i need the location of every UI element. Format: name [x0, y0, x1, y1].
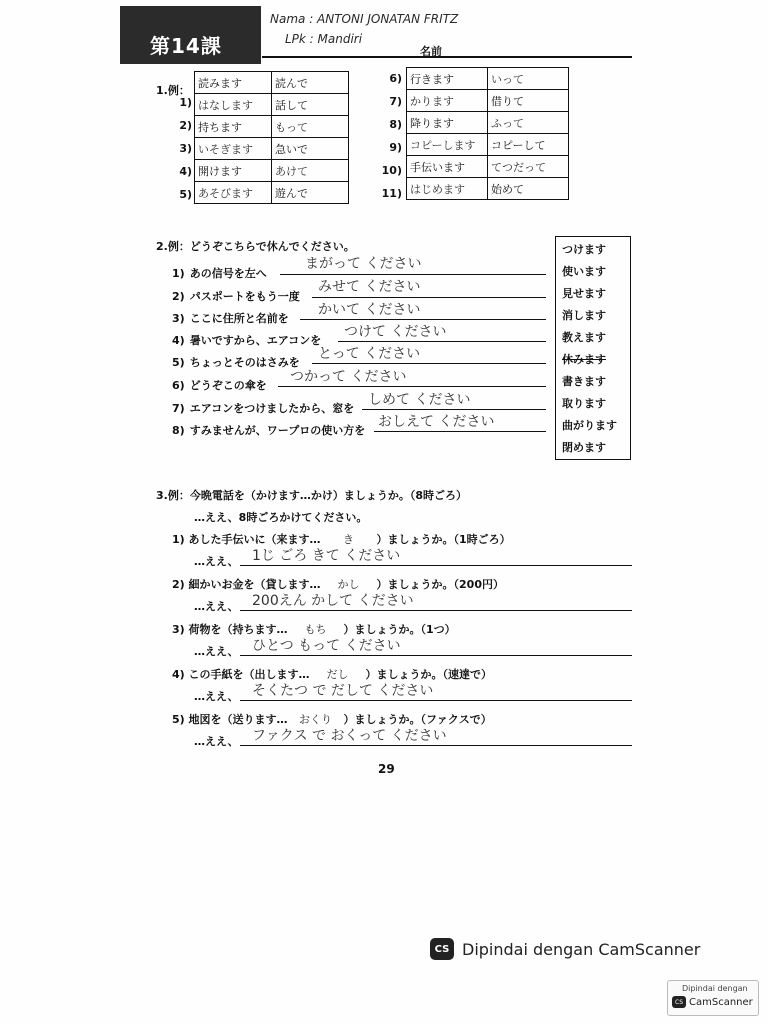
page-number: 29 [378, 762, 395, 776]
answer-prefix: …ええ、 [194, 600, 239, 613]
section2-item [172, 351, 300, 370]
grid-cell: いそぎます [195, 138, 272, 160]
item-number: 3) [172, 623, 185, 636]
item-prompt: ちょっとそのはさみを [189, 356, 300, 369]
section1-right-numbers [368, 72, 402, 210]
section1-label: 1.例： [156, 84, 190, 97]
verb-item: 閉めます [562, 441, 606, 454]
question-pre: この手紙を（出します… [188, 668, 310, 681]
row-number: 6) [389, 72, 402, 85]
question-pre: あした手伝いに（来ます… [188, 533, 321, 546]
item-number: 2) [172, 290, 185, 303]
grid-cell: 持ちます [195, 116, 272, 138]
answer-prefix: …ええ、 [194, 735, 239, 748]
grid-cell: いって [488, 68, 569, 90]
table-row [195, 116, 349, 138]
item-prompt: ここに住所と名前を [189, 312, 289, 325]
grid-cell: 急いで [272, 138, 349, 160]
answer-line [312, 363, 546, 364]
question-pre: 地図を（送ります… [188, 713, 288, 726]
table-row [195, 138, 349, 160]
verb-item: 書きます [562, 375, 606, 388]
row-number: 1) [179, 96, 192, 109]
answer-line [240, 700, 632, 701]
answer-line [240, 610, 632, 611]
handwritten-answer: まがって ください [305, 256, 422, 272]
handwritten-answer: とって ください [318, 346, 421, 362]
camscanner-watermark [430, 938, 700, 960]
handwritten-answer: 1じ ごろ きて ください [252, 548, 401, 564]
handwritten-fill: かし [337, 578, 360, 591]
handwritten-answer: かいて ください [318, 302, 421, 318]
item-number: 5) [172, 356, 185, 369]
grid-cell: あそびます [195, 182, 272, 204]
verb-item-struck: 休みます [562, 353, 606, 366]
item-number: 2) [172, 578, 185, 591]
table-row [195, 182, 349, 204]
table-row [195, 72, 349, 94]
row-number: 10) [381, 164, 402, 177]
handwritten-fill: き [343, 533, 355, 546]
section2-item [172, 419, 365, 438]
section3-example-question: 3.例：今晩電話を（かけます…かけ）ましょうか。（8時ごろ） [156, 489, 467, 502]
handwritten-answer: つかって ください [290, 369, 407, 385]
question-pre: 荷物を（持ちます… [188, 623, 288, 636]
row-number: 9) [389, 141, 402, 154]
name-label: 名前 [420, 45, 442, 58]
question-pre: 細かいお金を（貸します… [188, 578, 321, 591]
grid-cell: 遊んで [272, 182, 349, 204]
table-row [195, 94, 349, 116]
question-post: ）ましょうか。（1つ） [343, 623, 456, 636]
item-number: 1) [172, 533, 185, 546]
table-row [195, 160, 349, 182]
item-prompt: 暑いですから、エアコンを [189, 334, 322, 347]
question-post: ）ましょうか。（ファクスで） [343, 713, 492, 726]
question-post: ）ましょうか。（1時ごろ） [376, 533, 511, 546]
lesson-title: 第14課 [150, 34, 222, 58]
section1-right-grid [406, 67, 569, 200]
verb-item: 見せます [562, 287, 606, 300]
grid-cell: コピーします [407, 134, 488, 156]
handwritten-answer: そくたつ で だして ください [252, 683, 434, 699]
section2-item [172, 262, 267, 281]
grid-cell: てつだって [488, 156, 569, 178]
verb-item: 教えます [562, 331, 606, 344]
handwritten-name: Nama : ANTONI JONATAN FRITZ [270, 12, 459, 26]
answer-line [278, 386, 546, 387]
handwritten-answer: ファクス で おくって ください [252, 728, 447, 744]
grid-cell: 借りて [488, 90, 569, 112]
item-prompt: パスポートをもう一度 [189, 290, 300, 303]
grid-cell: 始めて [488, 178, 569, 200]
grid-cell: はじめます [407, 178, 488, 200]
question-post: ）ましょうか。（速達で） [365, 668, 493, 681]
handwritten-fill: だし [326, 668, 349, 681]
handwritten-answer: 200えん かして ください [252, 593, 414, 609]
camscanner-badge [667, 980, 759, 1016]
grid-cell: はなします [195, 94, 272, 116]
camscanner-label: Dipindai dengan CamScanner [462, 939, 701, 959]
section2-label: 2.例：どうぞこちらで休んでください。 [156, 240, 355, 253]
answer-prefix: …ええ、 [194, 690, 239, 703]
row-number: 3) [179, 142, 192, 155]
section2-item [172, 307, 289, 326]
row-number: 8) [389, 118, 402, 131]
item-number: 1) [172, 267, 185, 280]
section2-item [172, 397, 354, 416]
item-number: 4) [172, 668, 185, 681]
section1-left-grid [194, 71, 349, 204]
camscanner-badge-top: Dipindai dengan [682, 984, 748, 993]
camscanner-badge-label: CamScanner [689, 996, 753, 1008]
section2-item [172, 285, 300, 304]
item-prompt: エアコンをつけましたから、窓を [189, 402, 355, 415]
row-number: 4) [179, 165, 192, 178]
handwritten-answer: みせて ください [318, 279, 421, 295]
verb-list-box [555, 236, 631, 460]
grid-cell: 行きます [407, 68, 488, 90]
table-row [407, 134, 569, 156]
grid-cell: もって [272, 116, 349, 138]
answer-line [300, 319, 546, 320]
handwritten-lpk: LPk : Mandiri [285, 32, 363, 46]
grid-cell: ふって [488, 112, 569, 134]
item-number: 3) [172, 312, 185, 325]
item-prompt: すみませんが、ワープロの使い方を [189, 424, 366, 437]
item-number: 5) [172, 713, 185, 726]
verb-item: 消します [562, 309, 606, 322]
answer-line [312, 297, 546, 298]
camscanner-badge-icon: CS [672, 996, 686, 1008]
item-number: 7) [172, 402, 185, 415]
grid-cell: かります [407, 90, 488, 112]
camscanner-badge-row [672, 996, 753, 1008]
table-row [407, 156, 569, 178]
section3-example-answer: …ええ、8時ごろかけてください。 [194, 511, 368, 524]
item-number: 4) [172, 334, 185, 347]
question-post: ）ましょうか。（200円） [376, 578, 504, 591]
answer-line [374, 431, 546, 432]
item-number: 8) [172, 424, 185, 437]
handwritten-fill: おくり [299, 713, 333, 726]
handwritten-answer: ひとつ もって ください [252, 638, 401, 654]
answer-line [240, 655, 632, 656]
grid-cell: 開けます [195, 160, 272, 182]
name-underline [262, 56, 632, 58]
camscanner-logo-icon: CS [430, 938, 454, 960]
answer-line [338, 341, 546, 342]
row-number: 5) [179, 188, 192, 201]
grid-cell: あけて [272, 160, 349, 182]
handwritten-answer: つけて ください [344, 324, 447, 340]
row-number: 11) [381, 187, 402, 200]
section2-item [172, 329, 321, 348]
grid-cell: コピーして [488, 134, 569, 156]
row-number: 7) [389, 95, 402, 108]
table-row [407, 112, 569, 134]
table-row [407, 90, 569, 112]
answer-line [280, 274, 546, 275]
answer-line [240, 565, 632, 566]
example-left-cell: 読みます [195, 72, 272, 94]
grid-cell: 手伝います [407, 156, 488, 178]
verb-item: つけます [562, 243, 606, 256]
item-number: 6) [172, 379, 185, 392]
verb-item: 取ります [562, 397, 606, 410]
row-number: 2) [179, 119, 192, 132]
verb-item: 使います [562, 265, 606, 278]
handwritten-answer: おしえて ください [378, 414, 495, 430]
item-prompt: どうぞこの傘を [189, 379, 267, 392]
answer-line [240, 745, 632, 746]
grid-cell: 話して [272, 94, 349, 116]
item-prompt: あの信号を左へ [189, 267, 267, 280]
verb-item: 曲がります [562, 419, 617, 432]
section1-left-numbers [158, 96, 192, 211]
handwritten-answer: しめて ください [368, 392, 471, 408]
grid-cell: 降ります [407, 112, 488, 134]
answer-prefix: …ええ、 [194, 645, 239, 658]
handwritten-fill: もち [304, 623, 327, 636]
example-right-cell: 読んで [272, 72, 349, 94]
table-row [407, 68, 569, 90]
answer-prefix: …ええ、 [194, 555, 239, 568]
table-row [407, 178, 569, 200]
section2-item [172, 374, 267, 393]
answer-line [362, 409, 546, 410]
